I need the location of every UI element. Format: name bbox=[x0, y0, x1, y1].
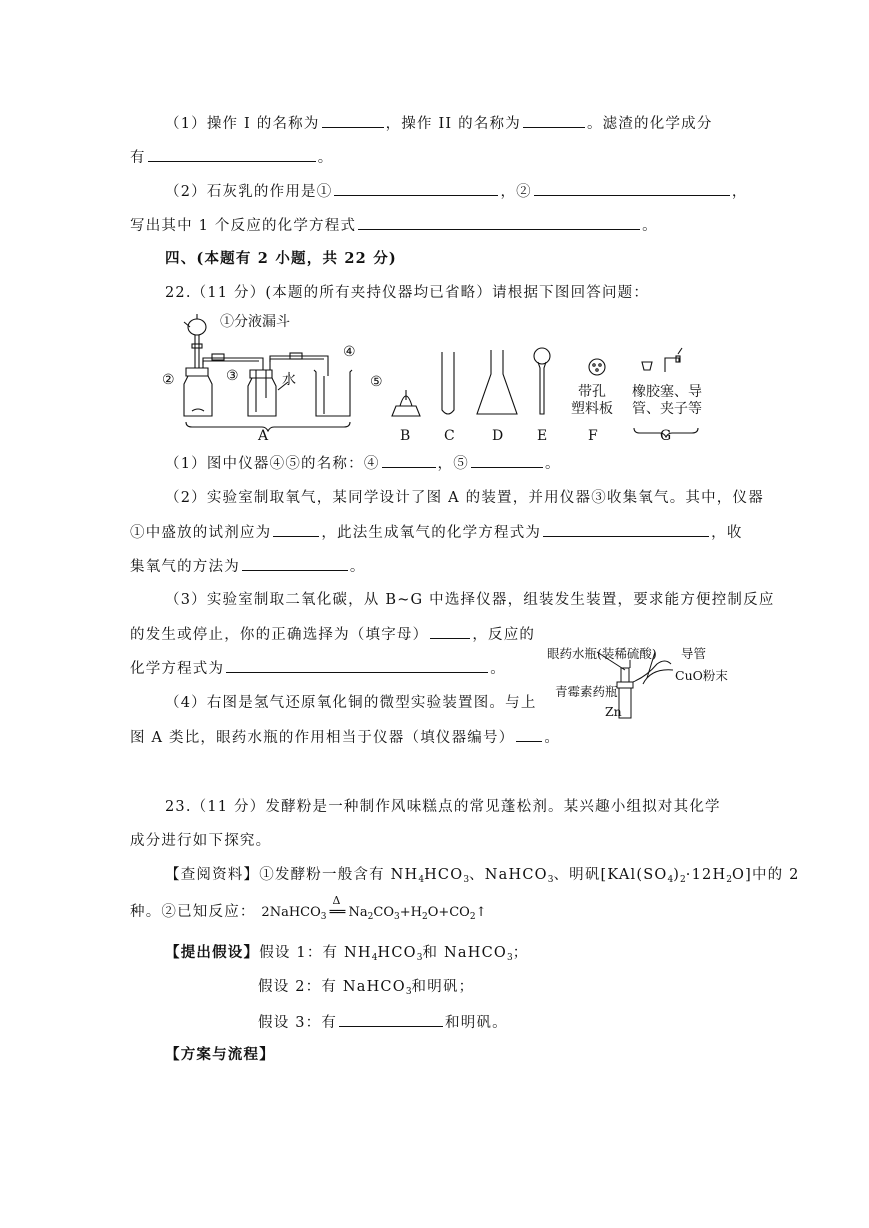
reaction-equation: 2NaHCO$_3$ Δ ══ $Na_2CO_3+H_2O+CO_2↑$ bbox=[261, 894, 487, 922]
answer-blank[interactable] bbox=[226, 658, 488, 673]
apparatus-figure bbox=[160, 310, 720, 445]
q21-line-4: 写出其中 1 个反应的化学方程式 。 bbox=[130, 215, 658, 236]
vial-label: 青霉素药瓶 bbox=[555, 684, 618, 699]
answer-blank[interactable] bbox=[430, 624, 470, 639]
answer-blank[interactable] bbox=[358, 215, 640, 230]
section-heading: 四、(本题有 2 小题，共 22 分) bbox=[165, 250, 397, 267]
answer-blank[interactable] bbox=[322, 113, 384, 128]
label-G: G bbox=[660, 428, 672, 444]
q22-2b: ①中盛放的试剂应为 ，此法生成氧气的化学方程式为 ，收 bbox=[130, 522, 743, 543]
q22-stem: 22.（11 分）(本题的所有夹持仪器均已省略）请根据下图回答问题： bbox=[165, 285, 650, 301]
answer-blank[interactable] bbox=[242, 556, 348, 571]
label-C: C bbox=[444, 428, 455, 444]
plate-label-2: 塑料板 bbox=[571, 401, 613, 417]
q22-3a: （3）实验室制取二氧化碳，从 B~G 中选择仪器，组装发生装置，要求能方便控制反应 bbox=[165, 592, 775, 608]
label-E: E bbox=[537, 428, 548, 444]
label-A: A bbox=[258, 428, 269, 444]
q23-hyp-2: 假设 2：有 NaHCO$_3$和明矾； bbox=[258, 979, 475, 997]
answer-blank[interactable] bbox=[543, 522, 709, 537]
answer-blank[interactable] bbox=[382, 453, 436, 468]
answer-blank[interactable] bbox=[148, 147, 316, 162]
answer-blank[interactable] bbox=[523, 113, 585, 128]
label-F: F bbox=[588, 428, 598, 444]
cuo-label: CuO粉末 bbox=[675, 668, 728, 683]
q21-line-3: （2）石灰乳的作用是① ，② ， bbox=[165, 181, 748, 202]
q23-stem-2: 成分进行如下探究。 bbox=[130, 833, 272, 849]
q23-ref-1: 【查阅资料】①发酵粉一般含有 $NH_4HCO_3$、NaHCO$_3$、明矾$[KAl(SO_4)_2\cdot 12H_2O]$中的 2 bbox=[165, 867, 800, 885]
label-D: D bbox=[492, 428, 504, 444]
q21-line-2: 有 。 bbox=[130, 147, 333, 168]
plate-label-1: 带孔 bbox=[578, 384, 606, 400]
answer-blank[interactable] bbox=[534, 181, 730, 196]
q22-2c: 集氧气的方法为 。 bbox=[130, 556, 366, 577]
funnel-label: ①分液漏斗 bbox=[220, 314, 290, 330]
zn-label: Zn bbox=[605, 704, 622, 719]
q22-4b: 图 A 类比，眼药水瓶的作用相当于仪器（填仪器编号） 。 bbox=[130, 727, 560, 748]
label-B: B bbox=[400, 428, 411, 444]
q23-stem-1: 23.（11 分）发酵粉是一种制作风味糕点的常见蓬松剂。某兴趣小组拟对其化学 bbox=[165, 799, 721, 815]
answer-blank[interactable] bbox=[334, 181, 498, 196]
q22-1: （1）图中仪器④⑤的名称：④ ，⑤ 。 bbox=[165, 453, 561, 474]
g-label-2: 管、夹子等 bbox=[632, 401, 702, 417]
q23-hyp-1: 【提出假设】假设 1：有 $NH_4HCO_3$和 NaHCO$_3$； bbox=[165, 944, 529, 963]
answer-blank[interactable] bbox=[516, 727, 542, 742]
label-5: ⑤ bbox=[370, 374, 383, 390]
tube-label: 导管 bbox=[681, 646, 707, 661]
q22-3b: 的发生或停止，你的正确选择为（填字母） ，反应的 bbox=[130, 624, 535, 645]
label-4: ④ bbox=[343, 344, 356, 360]
answer-blank[interactable] bbox=[339, 1012, 443, 1027]
label-water: 水 bbox=[282, 372, 296, 388]
q22-2a: （2）实验室制取氧气，某同学设计了图 A 的装置，并用仪器③收集氧气。其中，仪器 bbox=[165, 490, 764, 506]
q21-line-1: （1）操作 I 的名称为 ，操作 II 的名称为 。滤渣的化学成分 bbox=[165, 113, 713, 134]
q23-plan: 【方案与流程】 bbox=[165, 1046, 275, 1063]
label-2: ② bbox=[162, 372, 175, 388]
g-label-1: 橡胶塞、导 bbox=[632, 384, 702, 400]
answer-blank[interactable] bbox=[273, 522, 319, 537]
answer-blank[interactable] bbox=[471, 453, 543, 468]
label-3: ③ bbox=[226, 368, 239, 384]
q22-3c: 化学方程式为 。 bbox=[130, 658, 506, 679]
q22-4a: （4）右图是氢气还原氧化铜的微型实验装置图。与上 bbox=[165, 695, 537, 711]
bottle-label: 眼药水瓶(装稀硫酸) bbox=[547, 646, 657, 661]
micro-apparatus-figure bbox=[535, 638, 745, 728]
q23-hyp-3: 假设 3：有 和明矾。 bbox=[258, 1012, 508, 1033]
q23-ref-2: 种。②已知反应： 2NaHCO$_3$ Δ ══ $Na_2CO_3+H_2O+CO_2↑$ bbox=[130, 894, 487, 922]
